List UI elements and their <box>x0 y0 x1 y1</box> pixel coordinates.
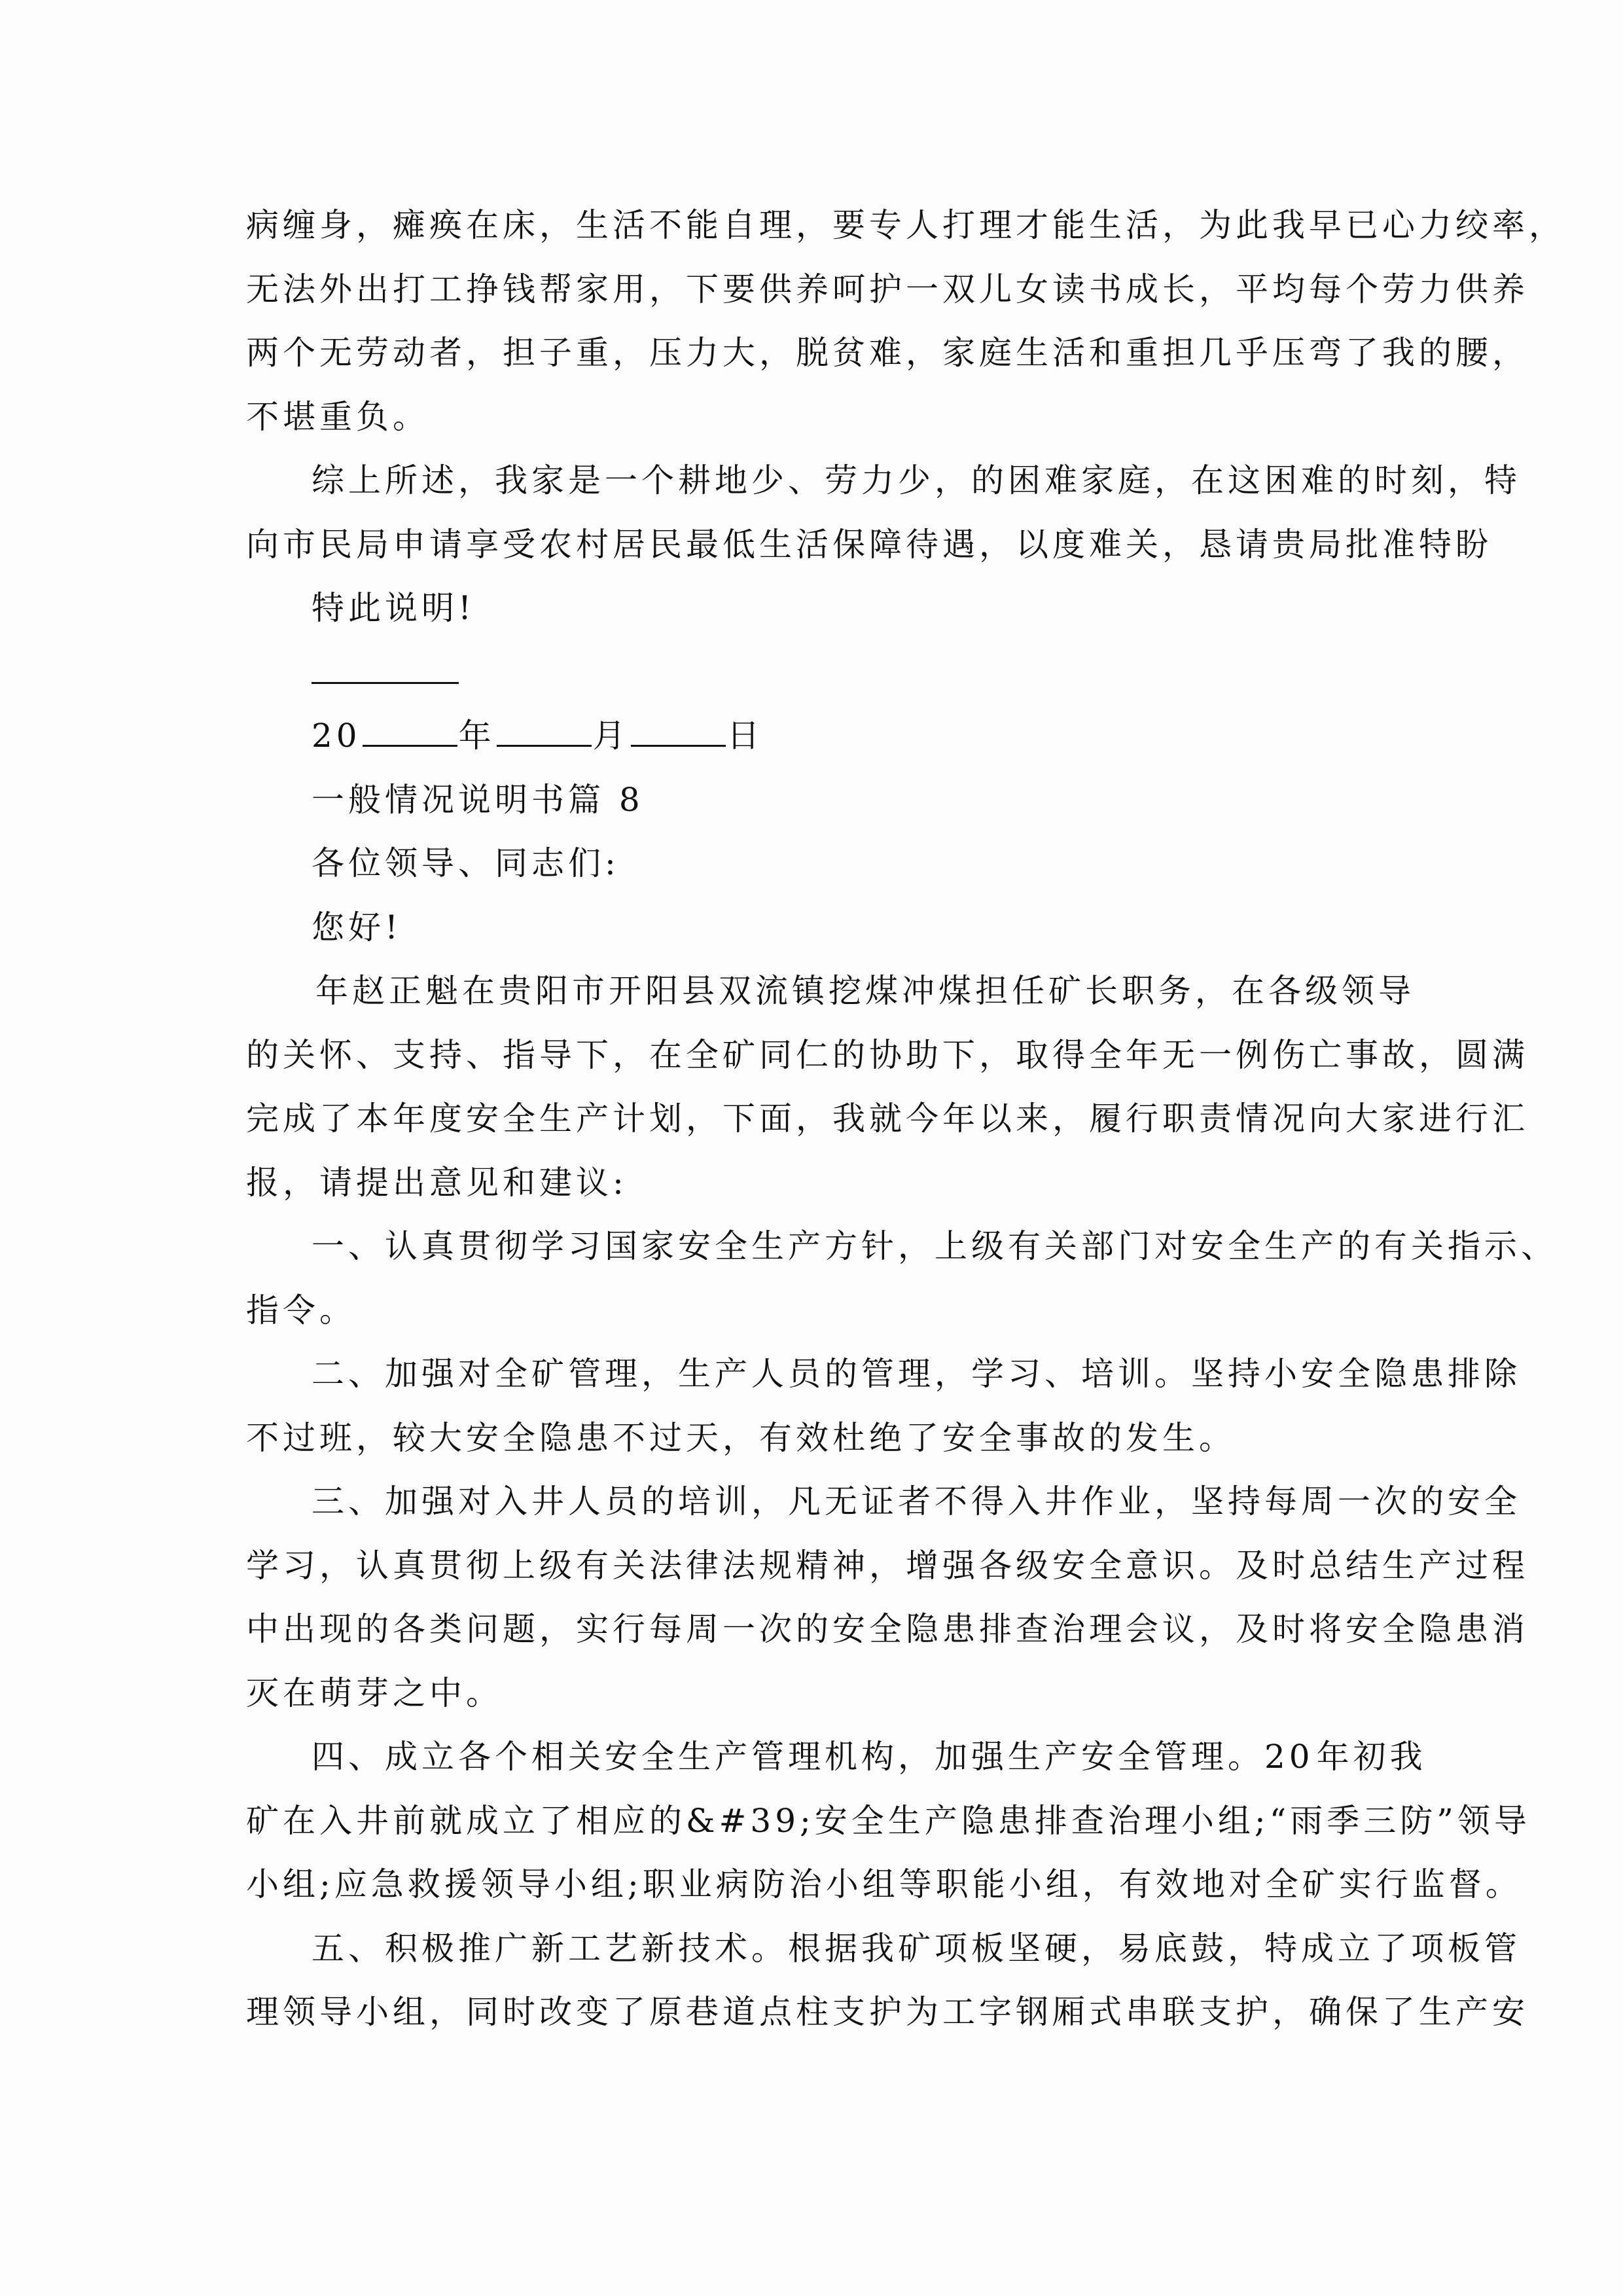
year-blank <box>363 744 457 747</box>
text-line <box>246 1725 1427 1789</box>
text-line: 不过班，较大安全隐患不过天，有效杜绝了安全事故的发生。 <box>246 1418 1236 1457</box>
paragraph-continuation <box>246 194 1565 449</box>
paragraph-intro <box>246 960 1529 1215</box>
signature-line <box>246 641 1380 705</box>
text-line <box>246 960 1415 1024</box>
section-title: 一般情况说明书篇 8 <box>312 780 644 819</box>
date-day-label: 日 <box>726 717 764 755</box>
text-line: 完成了本年度安全生产计划，下面，我就今年以来，履行职责情况向大家进行汇 <box>246 1100 1529 1138</box>
closing-statement: 特此说明! <box>312 589 476 627</box>
text-segment: 年初我 <box>1316 1738 1427 1776</box>
list-item-3 <box>246 1470 1529 1725</box>
text-line: 不堪重负。 <box>246 397 429 436</box>
text-line: 报，请提出意见和建议: <box>246 1163 628 1202</box>
paragraph-summary <box>246 449 1521 577</box>
text-line: 病缠身，瘫痪在床，生活不能自理，要专人打理才能生活，为此我早已心力绞率， <box>246 206 1565 244</box>
text-line: 综上所述，我家是一个耕地少、劳力少，的困难家庭，在这困难的时刻，特 <box>312 461 1521 499</box>
list-item-2 <box>246 1342 1521 1470</box>
list-item-4 <box>246 1725 1531 1917</box>
salutation: 各位领导、同志们: <box>312 844 620 882</box>
text-line: 中出现的各类问题，实行每周一次的安全隐患排查治理会议，及时将安全隐患消 <box>246 1610 1529 1648</box>
date-year-prefix: 20 <box>312 717 361 755</box>
list-item-1 <box>246 1215 1558 1342</box>
text-line: 三、加强对入井人员的培训，凡无证者不得入井作业，坚持每周一次的安全 <box>312 1482 1521 1520</box>
text-line: 无法外出打工挣钱帮家用，下要供养呵护一双儿女读书成长，平均每个劳力供养 <box>246 270 1529 308</box>
text-line: 学习，认真贯彻上级有关法律法规精神，增强各级安全意识。及时总结生产过程 <box>246 1546 1529 1585</box>
text-line: 的关怀、支持、指导下，在全矿同仁的协助下，取得全年无一例伤亡事故，圆满 <box>246 1035 1529 1074</box>
signature-blank <box>312 681 459 684</box>
list-item-5 <box>246 1917 1529 2045</box>
text-segment: 年赵正魁在贵阳市开阳县双流镇挖煤冲煤担任矿长职务，在各级领导 <box>315 972 1415 1010</box>
text-line: 两个无劳动者，担子重，压力大，脱贫难，家庭生活和重担几乎压弯了我的腰， <box>246 334 1529 372</box>
greeting: 您好! <box>312 908 402 946</box>
date-month-label: 月 <box>592 717 630 755</box>
text-line: 指令。 <box>246 1291 356 1329</box>
day-blank <box>631 744 726 747</box>
text-line: 五、积极推广新工艺新技术。根据我矿项板坚硬，易底鼓，特成立了项板管 <box>312 1929 1521 1967</box>
text-line: 一、认真贯彻学习国家安全生产方针，上级有关部门对安全生产的有关指示、 <box>312 1227 1558 1265</box>
month-blank <box>497 744 592 747</box>
text-line: 理领导小组，同时改变了原巷道点柱支护为工字钢厢式串联支护，确保了生产安 <box>246 1993 1529 2031</box>
date-line <box>246 704 1380 768</box>
document-page <box>246 194 1565 2045</box>
text-line: 小组;应急救援领导小组;职业病防治小组等职能小组，有效地对全矿实行监督。 <box>246 1865 1522 1903</box>
text-line: 二、加强对全矿管理，生产人员的管理，学习、培训。坚持小安全隐患排除 <box>312 1355 1521 1393</box>
text-line: 矿在入井前就成立了相应的&#39;安全生产隐患排查治理小组;“雨季三防”领导 <box>246 1801 1531 1840</box>
date-year-label: 年 <box>458 717 495 755</box>
text-line: 灭在萌芽之中。 <box>246 1674 503 1712</box>
text-segment: 四、成立各个相关安全生产管理机构，加强生产安全管理。20 <box>312 1738 1314 1776</box>
text-line: 向市民局申请享受农村居民最低生活保障待遇，以度难关，恳请贵局批准特盼 <box>246 525 1492 564</box>
